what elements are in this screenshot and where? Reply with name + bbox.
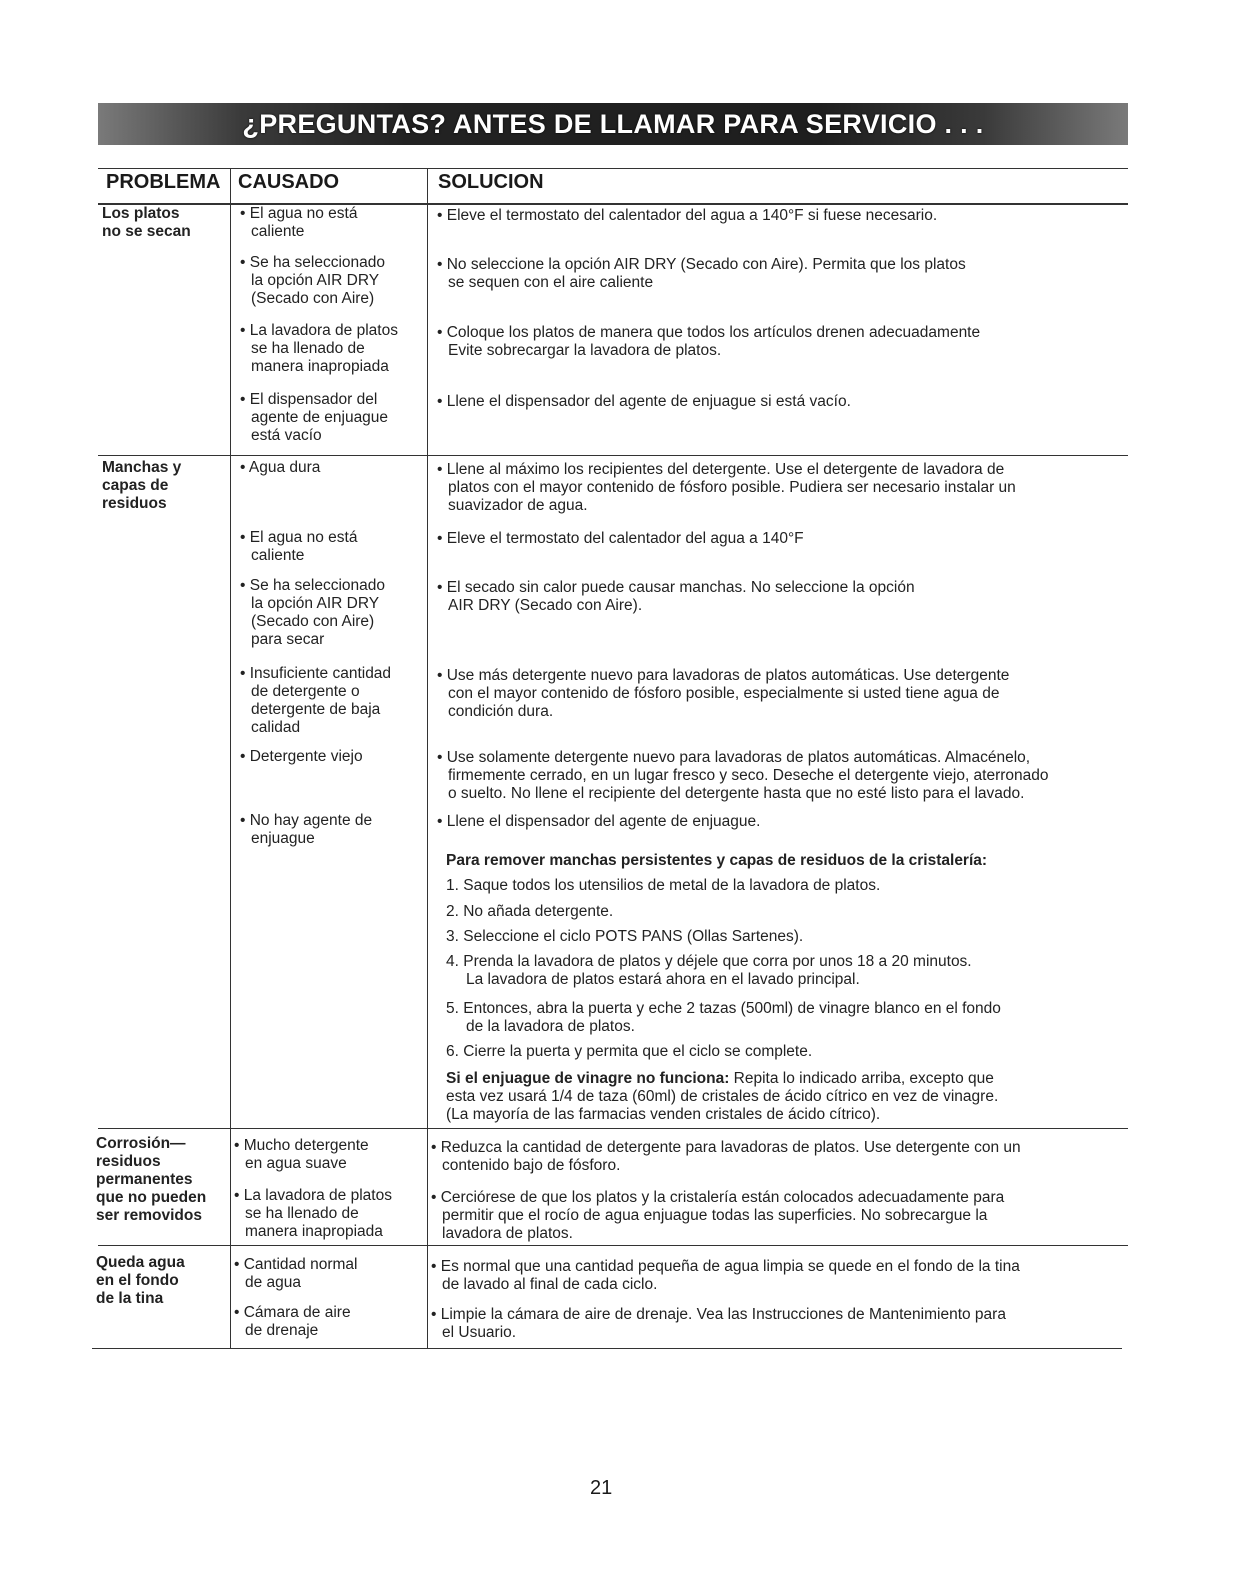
problem-line: no se secan bbox=[102, 223, 191, 240]
cause-item bbox=[240, 577, 385, 649]
solution-item bbox=[437, 530, 804, 548]
cause-line: está vacío bbox=[251, 427, 322, 444]
cause-line: • No hay agente de bbox=[240, 812, 373, 829]
cause-item bbox=[240, 665, 391, 737]
step-item bbox=[446, 953, 972, 989]
cause-line: se ha llenado de bbox=[251, 340, 365, 357]
note-line: (La mayoría de las farmacias venden cristales de ácido cítrico). bbox=[446, 1106, 881, 1123]
solution-item bbox=[431, 1139, 1021, 1175]
solution-line: firmemente cerrado, en un lugar fresco y seco. Deseche el detergente viejo, aterronado bbox=[448, 767, 1049, 784]
solution-item bbox=[437, 461, 1016, 515]
cause-item bbox=[234, 1137, 369, 1173]
step-item bbox=[446, 877, 880, 895]
cause-line: caliente bbox=[251, 547, 305, 564]
step-line: 2. No añada detergente. bbox=[446, 903, 614, 920]
step-line: 4. Prenda la lavadora de platos y déjele que corra por unos 18 a 20 minutos. bbox=[446, 953, 972, 970]
cause-line: (Secado con Aire) bbox=[251, 613, 375, 630]
cause-line: de agua bbox=[245, 1274, 302, 1291]
solution-line: suavizador de agua. bbox=[448, 497, 588, 514]
column-divider bbox=[427, 168, 428, 1348]
solution-line: con el mayor contenido de fósforo posible, especialmente si usted tiene agua de bbox=[448, 685, 1000, 702]
cause-item bbox=[240, 529, 357, 565]
solution-line: el Usuario. bbox=[442, 1324, 517, 1341]
solution-item bbox=[437, 667, 1009, 721]
cause-line: calidad bbox=[251, 719, 301, 736]
cause-item bbox=[240, 254, 385, 308]
cause-line: para secar bbox=[251, 631, 325, 648]
cause-line: la opción AIR DRY bbox=[251, 272, 380, 289]
cause-line: • El agua no está bbox=[240, 529, 358, 546]
cause-line: • Insuficiente cantidad bbox=[240, 665, 392, 682]
problem-no-secan bbox=[102, 205, 191, 241]
step-line: La lavadora de platos estará ahora en el lavado principal. bbox=[466, 971, 860, 988]
solution-line: permitir que el rocío de agua enjuague todas las superficies. No sobrecargue la bbox=[442, 1207, 988, 1224]
cause-line: • Cantidad normal bbox=[234, 1256, 358, 1273]
note-line: esta vez usará 1/4 de taza (60ml) de cristales de ácido cítrico en vez de vinagre. bbox=[446, 1088, 999, 1105]
solution-item bbox=[437, 256, 966, 292]
table-bottom-border bbox=[92, 1348, 1122, 1349]
cause-line: • Detergente viejo bbox=[240, 748, 363, 765]
step-line: 1. Saque todos los utensilios de metal de la lavadora de platos. bbox=[446, 877, 881, 894]
header-problema: PROBLEMA bbox=[106, 171, 221, 193]
cause-line: • Mucho detergente bbox=[234, 1137, 369, 1154]
solution-line: o suelto. No llene el recipiente del detergente hasta que no esté listo para el lavado. bbox=[448, 785, 1025, 802]
row-divider bbox=[98, 455, 1128, 456]
problem-line: permanentes bbox=[96, 1171, 193, 1188]
step-line: 6. Cierre la puerta y permita que el ciclo se complete. bbox=[446, 1043, 813, 1060]
cause-line: • Cámara de aire bbox=[234, 1304, 351, 1321]
table-header bbox=[98, 168, 1128, 205]
note-text: Repita lo indicado arriba, excepto que bbox=[729, 1070, 994, 1087]
solution-item bbox=[437, 579, 915, 615]
header-solucion: SOLUCION bbox=[438, 171, 544, 193]
solution-line: • El secado sin calor puede causar manchas. No seleccione la opción bbox=[437, 579, 915, 596]
page-title: ¿PREGUNTAS? ANTES DE LLAMAR PARA SERVICIO . . . bbox=[242, 108, 984, 139]
cause-line: detergente de baja bbox=[251, 701, 381, 718]
note-bold: Si el enjuague de vinagre no funciona: bbox=[446, 1070, 730, 1087]
solution-line: • Llene el dispensador del agente de enjuague. bbox=[437, 813, 761, 830]
cause-item bbox=[234, 1304, 351, 1340]
column-divider bbox=[230, 168, 231, 1348]
cause-line: caliente bbox=[251, 223, 305, 240]
cause-line: • Se ha seleccionado bbox=[240, 577, 386, 594]
header-causado: CAUSADO bbox=[238, 171, 340, 193]
cause-line: se ha llenado de bbox=[245, 1205, 359, 1222]
cause-line: • El agua no está bbox=[240, 205, 358, 222]
solution-item bbox=[437, 324, 980, 360]
solution-item bbox=[431, 1258, 1020, 1294]
problem-queda-agua bbox=[96, 1254, 185, 1308]
solution-line: de lavado al final de cada ciclo. bbox=[442, 1276, 658, 1293]
problem-corrosion bbox=[96, 1135, 206, 1225]
cause-item bbox=[240, 812, 372, 848]
persistent-heading: Para remover manchas persistentes y capas de residuos de la cristalería: bbox=[446, 852, 988, 869]
problem-line: ser removidos bbox=[96, 1207, 202, 1224]
solution-line: • Limpie la cámara de aire de drenaje. Vea las Instrucciones de Mantenimiento para bbox=[431, 1306, 1006, 1323]
solution-line: lavadora de platos. bbox=[442, 1225, 573, 1242]
cause-item bbox=[240, 322, 398, 376]
step-item bbox=[446, 1000, 1001, 1036]
cause-line: • La lavadora de platos bbox=[234, 1187, 392, 1204]
cause-line: de detergente o bbox=[251, 683, 360, 700]
persistent-stains-section bbox=[446, 852, 987, 870]
row-divider bbox=[98, 1245, 1128, 1246]
cause-item bbox=[240, 459, 320, 477]
solution-line: • Eleve el termostato del calentador del agua a 140°F bbox=[437, 530, 804, 547]
solution-item bbox=[437, 813, 760, 831]
problem-manchas bbox=[102, 459, 181, 513]
solution-line: condición dura. bbox=[448, 703, 554, 720]
step-item bbox=[446, 1043, 812, 1061]
cause-line: • Se ha seleccionado bbox=[240, 254, 386, 271]
solution-line: platos con el mayor contenido de fósforo posible. Pudiera ser necesario instalar un bbox=[448, 479, 1016, 496]
vinegar-note bbox=[446, 1070, 998, 1124]
cause-item bbox=[234, 1187, 392, 1241]
cause-line: la opción AIR DRY bbox=[251, 595, 380, 612]
cause-line: manera inapropiada bbox=[245, 1223, 383, 1240]
cause-line: en agua suave bbox=[245, 1155, 347, 1172]
solution-line: contenido bajo de fósforo. bbox=[442, 1157, 621, 1174]
problem-line: en el fondo bbox=[96, 1272, 179, 1289]
solution-item bbox=[431, 1306, 1006, 1342]
cause-line: de drenaje bbox=[245, 1322, 319, 1339]
step-line: de la lavadora de platos. bbox=[466, 1018, 635, 1035]
solution-line: • Use solamente detergente nuevo para lavadoras de platos automáticas. Almacénelo, bbox=[437, 749, 1031, 766]
problem-line: de la tina bbox=[96, 1290, 164, 1307]
solution-line: • Coloque los platos de manera que todos los artículos drenen adecuadamente bbox=[437, 324, 981, 341]
problem-line: Corrosión— bbox=[96, 1135, 186, 1152]
cause-line: • Agua dura bbox=[240, 459, 321, 476]
step-line: 5. Entonces, abra la puerta y eche 2 tazas (500ml) de vinagre blanco en el fondo bbox=[446, 1000, 1001, 1017]
solution-line: • No seleccione la opción AIR DRY (Secado con Aire). Permita que los platos bbox=[437, 256, 966, 273]
title-banner bbox=[98, 103, 1128, 145]
solution-line: se sequen con el aire caliente bbox=[448, 274, 654, 291]
solution-line: • Cerciórese de que los platos y la cristalería están colocados adecuadamente para bbox=[431, 1189, 1005, 1206]
solution-item bbox=[431, 1189, 1004, 1243]
solution-line: • Use más detergente nuevo para lavadoras de platos automáticas. Use detergente bbox=[437, 667, 1010, 684]
cause-item bbox=[240, 391, 388, 445]
step-item bbox=[446, 928, 803, 946]
cause-line: manera inapropiada bbox=[251, 358, 389, 375]
solution-item bbox=[437, 393, 851, 411]
problem-line: Los platos bbox=[102, 205, 180, 222]
problem-line: que no pueden bbox=[96, 1189, 207, 1206]
cause-line: agente de enjuague bbox=[251, 409, 389, 426]
solution-line: AIR DRY (Secado con Aire). bbox=[448, 597, 643, 614]
solution-line: • Es normal que una cantidad pequeña de agua limpia se quede en el fondo de la tina bbox=[431, 1258, 1020, 1275]
solution-line: • Llene el dispensador del agente de enjuague si está vacío. bbox=[437, 393, 851, 410]
problem-line: residuos bbox=[102, 495, 167, 512]
cause-line: enjuague bbox=[251, 830, 315, 847]
solution-line: • Eleve el termostato del calentador del agua a 140°F si fuese necesario. bbox=[437, 207, 938, 224]
problem-line: capas de bbox=[102, 477, 169, 494]
solution-line: • Reduzca la cantidad de detergente para lavadoras de platos. Use detergente con un bbox=[431, 1139, 1021, 1156]
problem-line: Queda agua bbox=[96, 1254, 185, 1271]
page-number: 21 bbox=[590, 1477, 613, 1499]
problem-line: residuos bbox=[96, 1153, 161, 1170]
solution-item bbox=[437, 749, 1049, 803]
step-item bbox=[446, 903, 613, 921]
cause-item bbox=[240, 205, 357, 241]
cause-line: • El dispensador del bbox=[240, 391, 378, 408]
solution-line: • Llene al máximo los recipientes del detergente. Use el detergente de lavadora de bbox=[437, 461, 1005, 478]
cause-line: • La lavadora de platos bbox=[240, 322, 398, 339]
cause-item bbox=[240, 748, 363, 766]
problem-line: Manchas y bbox=[102, 459, 182, 476]
solution-item bbox=[437, 207, 937, 225]
solution-line: Evite sobrecargar la lavadora de platos. bbox=[448, 342, 722, 359]
cause-line: (Secado con Aire) bbox=[251, 290, 375, 307]
step-line: 3. Seleccione el ciclo POTS PANS (Ollas Sartenes). bbox=[446, 928, 804, 945]
row-divider bbox=[98, 1128, 1128, 1129]
cause-item bbox=[234, 1256, 357, 1292]
